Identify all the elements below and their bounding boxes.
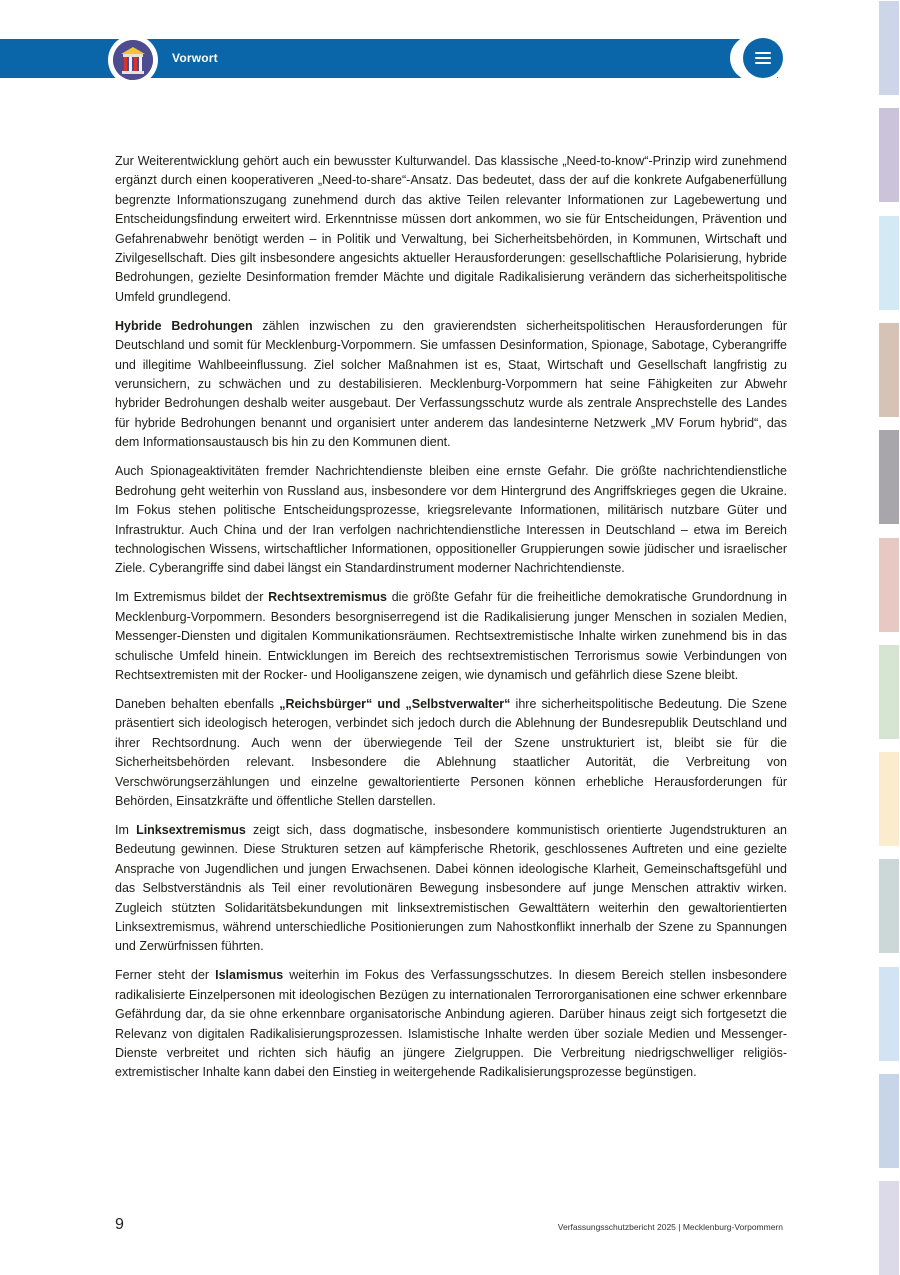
paragraph-keyword: Linksextremismus xyxy=(136,822,246,837)
chapter-tab-2[interactable] xyxy=(879,108,899,202)
paragraph-text: Auch Spionageaktivitäten fremder Nachrichtendienste bleiben eine ernste Gefahr. Die größte nachrichtendienstliche Bedrohung geht weiterhin von Russland aus, insbesondere vor dem Hintergrund des Angriffskrieges gegen die Ukraine. Im Fokus stehen politische Entscheidungsprozesse, kriegsrelevante Informationen, militärisch nutzbare Güter und Infrastruktur. Auch China und der Iran verfolgen nachrichtendienstliche Interessen in Deutschland – etwa im Bereich technologischen Wissens, wirtschaftlicher Informationen, oppositioneller Gruppierungen sowie jüdischer und israelischer Ziele. Cyberangriffe sind dabei längst ein Standardinstrument moderner Nachrichtendienste. xyxy=(115,464,787,576)
paragraph-text: zählen inzwischen zu den gravierendsten sicherheitspolitischen Herausforderungen für Deutschland und somit für Mecklenburg-Vorpommern. Sie umfassen Desinformation, Spionage, Sabotage, Cyberangriffe und illegitime Wahlbeeinflussung. Ziel solcher Maßnahmen ist es, Staat, Wirtschaft und Gesellschaft langfristig zu verunsichern, zu schwächen und zu destabilisieren. Mecklenburg-Vorpommern hat seine Fähigkeiten zur Abwehr hybrider Bedrohungen deshalb weiter ausgebaut. Der Verfassungsschutz wurde als zentrale Ansprechstelle des Landes für hybride Bedrohungen benannt und organisiert unter anderem das landesinterne Netzwerk „MV Forum hybrid“, das dem Informationsaustausch bis hin zu den Kommunen dient. xyxy=(115,318,787,450)
footer-text: Verfassungsschutzbericht 2025 | Mecklenburg-Vorpommern xyxy=(557,1222,783,1232)
chapter-tab-4[interactable] xyxy=(879,323,899,417)
chapter-tab-9[interactable] xyxy=(879,859,899,953)
chapter-tab-1[interactable] xyxy=(879,1,899,95)
body-text xyxy=(115,152,787,1092)
paragraph-keyword: Rechtsextremismus xyxy=(268,590,387,605)
paragraph-keyword: Hybride Bedrohungen xyxy=(115,318,253,333)
paragraph-text: zeigt sich, dass dogmatische, insbesondere kommunistisch orientierte Jugendstrukturen an Bedeutung gewinnen. Diese Strukturen setzen auf kämpferische Rhetorik, geschlossenes Auftreten und eine gezielte Ansprache von Jugendlichen und jungen Erwachsenen. Dabei können ideologische Klarheit, Gemeinschaftsgefühl und das Selbstverständnis als Teil einer revolutionären Bewegung insbesondere auf junge Menschen attraktiv wirken. Zugleich stützten Solidaritätsbekundungen mit linksextremistischen Gewalttätern weiterhin den gewaltorientierten Linksextremismus, während unterschiedliche Positionierungen zum Nahostkonflikt innerhalb der Szene zu Spannungen und Zerwürfnissen führten. xyxy=(115,822,788,954)
paragraph-text: ihre sicherheitspolitische Bedeutung. Die Szene präsentiert sich ideologisch heterogen, verbindet sich jedoch durch die Ablehnung der Bundesrepublik Deutschland und ihrer Rechtsordnung. Auch wenn der überwiegende Teil der Szene unstrukturiert ist, bleibt sie für die Sicherheitsbehörden relevant. Insbesondere die Ablehnung staatlicher Autorität, die Verbreitung von Verschwörungserzählungen und einzelne gewaltorientierte Personen können erhebliche Herausforderungen für Behörden, Einsatzkräfte und öffentliche Stellen darstellen. xyxy=(115,696,788,808)
paragraph-lead: Ferner steht der xyxy=(115,968,216,983)
chapter-tab-8[interactable] xyxy=(879,752,899,846)
paragraph xyxy=(115,695,787,811)
paragraph xyxy=(115,462,787,578)
logo[interactable] xyxy=(108,35,158,85)
paragraph xyxy=(115,966,787,1082)
chapter-tab-12[interactable] xyxy=(879,1181,899,1275)
chapter-tab-10[interactable] xyxy=(879,967,899,1061)
chapter-tab-7[interactable] xyxy=(879,645,899,739)
coat-of-arms-logo-icon xyxy=(113,40,153,80)
paragraph xyxy=(115,152,787,307)
chapter-tab-6[interactable] xyxy=(879,538,899,632)
hamburger-menu-icon[interactable] xyxy=(743,38,783,78)
paragraph-text: weiterhin im Fokus des Verfassungsschutzes. In diesem Bereich stellen insbesondere radikalisierte Einzelpersonen mit ideologischen Bezügen zu internationalen Terrororganisationen eine schwer erkennbare Gefährdung dar, da sie ohne erkennbare organisatorische Anbindung agieren. Darüber hinaus zeigt sich fortgesetzt die Relevanz von digitalen Radikalisierungsprozessen. Islamistische Inhalte werden über soziale Medien und Messenger-Dienste verbreitet und richten sich häufig an jüngere Zielgruppen. Die Verbreitung niedrigschwelliger religiös-extremistischer Inhalte kann dabei den Einstieg in weitergehende Radikalisierungsprozesse begünstigen. xyxy=(115,968,787,1080)
chapter-tabs xyxy=(879,0,900,1272)
paragraph-lead: Daneben behalten ebenfalls xyxy=(115,696,280,711)
chapter-tab-5[interactable] xyxy=(879,430,899,524)
paragraph-keyword: Islamismus xyxy=(215,968,284,983)
paragraph-lead: Im xyxy=(115,822,137,837)
paragraph xyxy=(115,317,787,453)
chapter-tab-11[interactable] xyxy=(879,1074,899,1168)
paragraph xyxy=(115,588,787,685)
paragraph-text: Zur Weiterentwicklung gehört auch ein bewusster Kulturwandel. Das klassische „Need-to-know“-Prinzip wird zunehmend ergänzt durch einen kooperativeren „Need-to-share“-Ansatz. Das bedeutet, dass der auf die konkrete Aufgabenerfüllung begrenzte Informationszugang zunehmend durch das aktive Teilen relevanter Informationen zur Lagebewertung und Entscheidungsfindung erweitert wird. Erkenntnisse müssen dort ankommen, wo sie für Entscheidungen, Prävention und Gefahrenabwehr benötigt werden – in Politik und Verwaltung, bei Sicherheitsbehörden, in Kommunen, Wirtschaft und Zivilgesellschaft. Dies gilt insbesondere angesichts aktueller Herausforderungen: gesellschaftliche Polarisierung, hybride Bedrohungen, gezielte Desinformation fremder Mächte und digitale Radikalisierung verändern das sicherheitspolitische Umfeld grundlegend. xyxy=(115,154,787,304)
section-title: Vorwort xyxy=(172,51,218,65)
paragraph-keyword: „Reichsbürger“ und „Selbstverwalter“ xyxy=(279,696,511,711)
chapter-tab-3[interactable] xyxy=(879,216,899,310)
page-number: 9 xyxy=(115,1216,124,1233)
paragraph xyxy=(115,821,787,957)
paragraph-lead: Im Extremismus bildet der xyxy=(115,590,269,605)
paragraph-text: die größte Gefahr für die freiheitliche demokratische Grundordnung in Mecklenburg-Vorpommern. Besonders besorgniserregend ist die Radikalisierung junger Menschen in sozialen Medien, Messenger-Diensten und digitalen Kommunikationsräumen. Rechtsextremistische Inhalte wirken zunehmend bis in das schulische Umfeld hinein. Entwicklungen im Bereich des rechtsextremistischen Terrorismus sowie Verbindungen von Rechtsextremisten mit der Rocker- und Hooliganszene zeigen, wie dynamisch und gefährlich diese Szene bleibt. xyxy=(115,590,787,682)
